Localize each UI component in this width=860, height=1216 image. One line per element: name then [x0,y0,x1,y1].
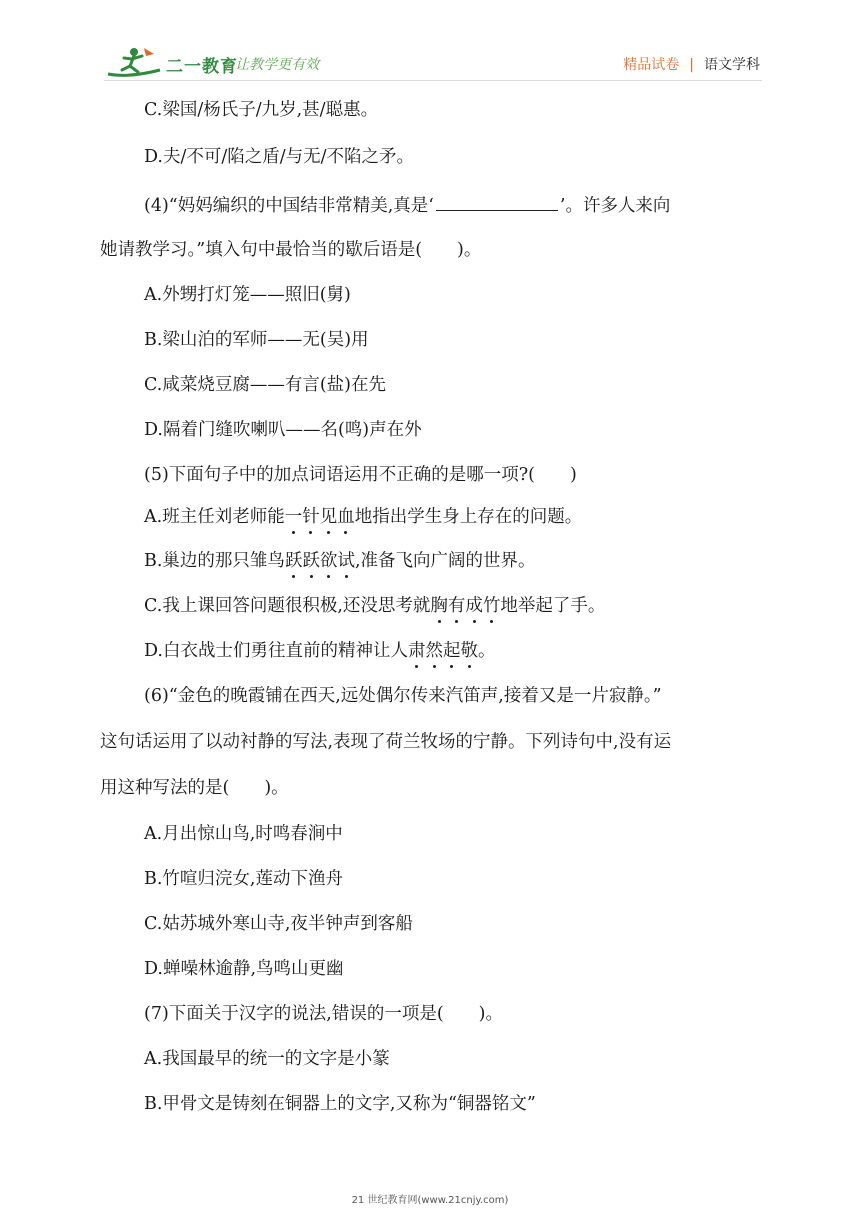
dotted-char: 试 [337,551,355,571]
dotted-char: 血 [337,507,355,527]
option-b-q5-text: B.巢边的那只雏鸟 [144,551,285,571]
option-b-q7: B.甲骨文是铸刻在铜器上的文字,又称为“铜器铭文” [144,1094,536,1114]
brand-slogan: / 让教学更有效 [226,57,320,73]
page-footer: 21 世纪教育网(www.21cnjy.com) [351,1195,509,1206]
question-6-line1: (6)“金色的晚霞铺在西天,远处偶尔传来汽笛声,接着又是一片寂静。” [144,686,662,706]
option-d-q4: D.隔着门缝吹喇叭——名(鸣)声在外 [144,420,422,440]
dotted-char: 成 [465,596,483,616]
option-d-q6: D.蝉噪林逾静,鸟鸣山更幽 [144,959,344,979]
option-a-q7: A.我国最早的统一的文字是小篆 [144,1049,390,1069]
option-a-q6: A.月出惊山鸟,时鸣春涧中 [144,824,343,844]
dotted-char: 见 [319,507,338,527]
header-subject-info [623,54,760,74]
dotted-word [408,641,478,661]
subject-label: 语文学科 [704,57,760,73]
option-b-q4: B.梁山泊的军师——无(吴)用 [144,330,369,350]
option-c-q6: C.姑苏城外寒山寺,夜半钟声到客船 [144,914,413,934]
option-c-q5-rest: 地举起了手。 [500,596,606,616]
runner-logo-icon [104,44,164,82]
brand-name: 二一教育 [166,57,238,77]
option-b-q5 [144,549,536,573]
option-c-q3: C.梁国/杨氏子/九岁,甚/聪惠。 [144,100,379,120]
option-a-q4: A.外甥打灯笼——照旧(舅) [144,285,351,305]
question-6-line3: 用这种写法的是( )。 [100,778,289,798]
question-7: (7)下面关于汉字的说法,错误的一项是( )。 [144,1004,504,1024]
header-divider [104,80,762,81]
option-a-q5-text: A.班主任刘老师能 [144,507,285,527]
option-d-q5 [144,639,495,663]
dotted-char: 跃 [302,551,320,571]
option-c-q4: C.咸菜烧豆腐——有言(盐)在先 [144,375,386,395]
dotted-char: 胸 [430,596,448,616]
question-5: (5)下面句子中的加点词语运用不正确的是哪一项?( ) [144,465,577,485]
dotted-char: 敬 [460,641,478,661]
question-4-line2: 她请教学习。”填入句中最恰当的歇后语是( )。 [100,240,482,260]
question-4-text-a: (4)“妈妈编织的中国结非常精美,真是‘ [144,196,434,216]
option-b-q6: B.竹喧归浣女,莲动下渔舟 [144,869,343,889]
dotted-char: 跃 [284,551,303,571]
option-b-q5-rest: ,准备飞向广阔的世界。 [354,551,536,571]
page-header [0,0,860,90]
dotted-char: 起 [442,641,461,661]
question-4-text-b: ’。许多人来向 [559,196,671,216]
option-a-q5 [144,505,582,529]
dotted-char: 然 [425,641,443,661]
option-a-q5-rest: 地指出学生身上存在的问题。 [354,507,583,527]
question-4 [144,192,670,218]
option-d-q5-text: D.白衣战士们勇往直前的精神让人 [144,641,408,661]
answer-blank [436,192,558,211]
option-d-q3: D.夫/不可/陷之盾/与无/不陷之矛。 [144,147,415,167]
option-d-q5-rest: 。 [477,641,496,661]
premium-paper-label: 精品试卷 [623,57,680,73]
dotted-char: 竹 [482,596,501,616]
dotted-char: 针 [302,507,320,527]
header-separator: | [689,57,694,73]
dotted-word [430,596,500,616]
dotted-char: 欲 [319,551,338,571]
option-c-q5-text: C.我上课回答问题很积极,还没思考就 [144,596,431,616]
dotted-word [285,551,355,571]
dotted-char: 一 [284,507,303,527]
dotted-char: 肃 [407,641,426,661]
dotted-word [285,507,355,527]
dotted-char: 有 [447,596,466,616]
option-c-q5 [144,594,605,618]
question-6-line2: 这句话运用了以动衬静的写法,表现了荷兰牧场的宁静。下列诗句中,没有运 [100,732,672,752]
